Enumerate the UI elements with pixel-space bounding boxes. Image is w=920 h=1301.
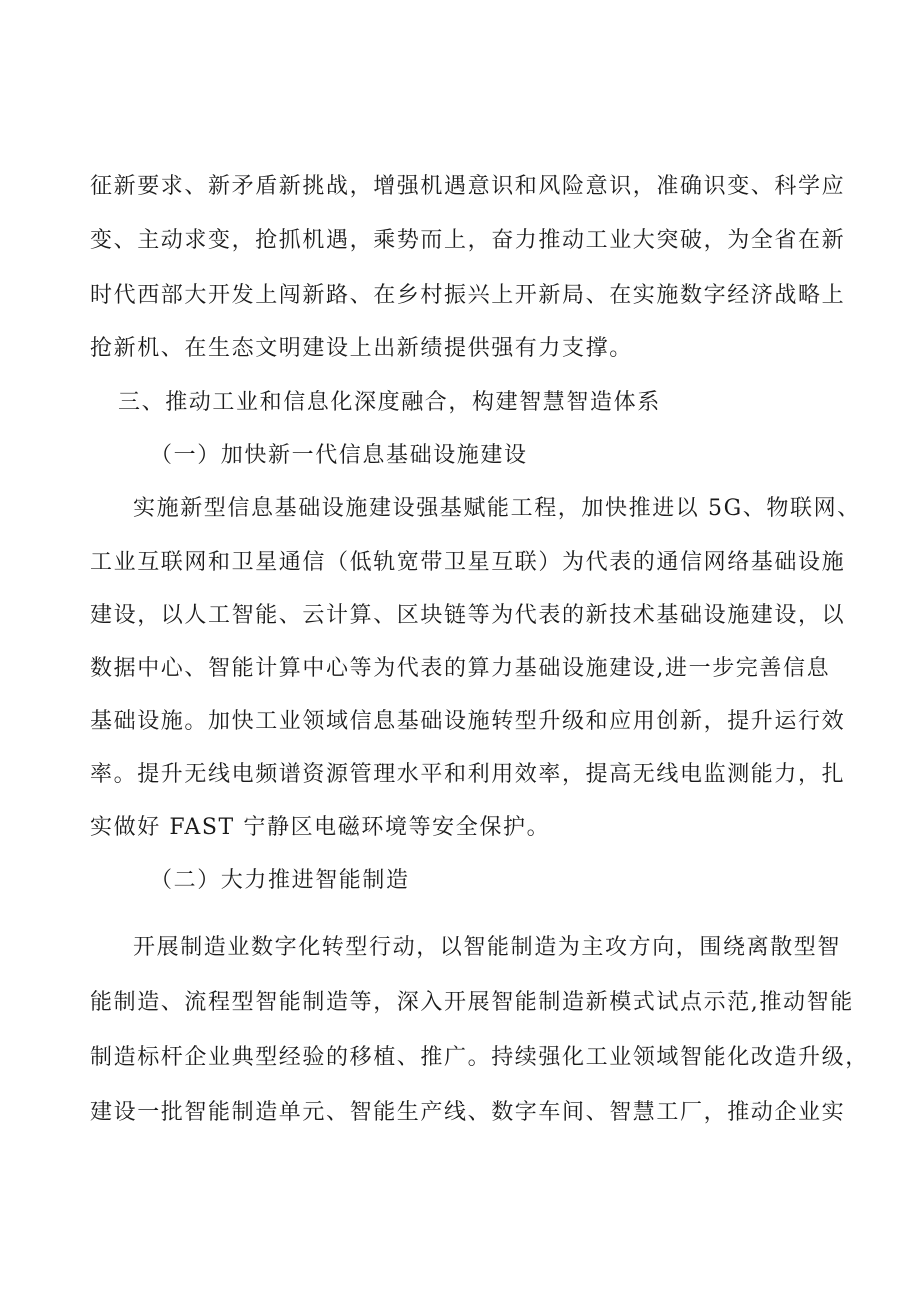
paragraph-line: 建设，以人工智能、云计算、区块链等为代表的新技术基础设施建设，以 [90,603,846,628]
subsection-heading-1: （一）加快新一代信息基础设施建设 [150,443,528,468]
paragraph-line: 能制造、流程型智能制造等，深入开展智能制造新模式试点示范,推动智能 [90,990,854,1015]
section-heading: 三、推动工业和信息化深度融合，构建智慧智造体系 [118,390,661,415]
paragraph-line: 变、主动求变，抢抓机遇，乘势而上，奋力推动工业大突破，为全省在新 [90,228,846,253]
paragraph-line: 开展制造业数字化转型行动，以智能制造为主攻方向，围绕离散型智 [133,935,842,960]
paragraph-line: 实做好 FAST 宁静区电磁环境等安全保护。 [90,815,551,840]
paragraph-line: 制造标杆企业典型经验的移植、推广。持续强化工业领域智能化改造升级， [90,1045,869,1070]
subsection-heading-2: （二）大力推进智能制造 [150,868,410,893]
paragraph-line: 建设一批智能制造单元、智能生产线、数字车间、智慧工厂，推动企业实 [90,1100,846,1125]
paragraph-line: 时代西部大开发上闯新路、在乡村振兴上开新局、在实施数字经济战略上 [90,283,846,308]
paragraph-line: 基础设施。加快工业领域信息基础设施转型升级和应用创新，提升运行效 [90,709,846,734]
paragraph-line: 实施新型信息基础设施建设强基赋能工程，加快推进以 5G、物联网、 [133,496,861,521]
paragraph-line: 抢新机、在生态文明建设上出新绩提供强有力支撑。 [90,336,633,361]
paragraph-line: 数据中心、智能计算中心等为代表的算力基础设施建设,进一步完善信息 [90,656,831,681]
paragraph-line: 征新要求、新矛盾新挑战，增强机遇意识和风险意识，准确识变、科学应 [90,174,846,199]
paragraph-line: 率。提升无线电频谱资源管理水平和利用效率，提高无线电监测能力，扎 [90,762,846,787]
paragraph-line: 工业互联网和卫星通信（低轨宽带卫星互联）为代表的通信网络基础设施 [90,550,846,575]
